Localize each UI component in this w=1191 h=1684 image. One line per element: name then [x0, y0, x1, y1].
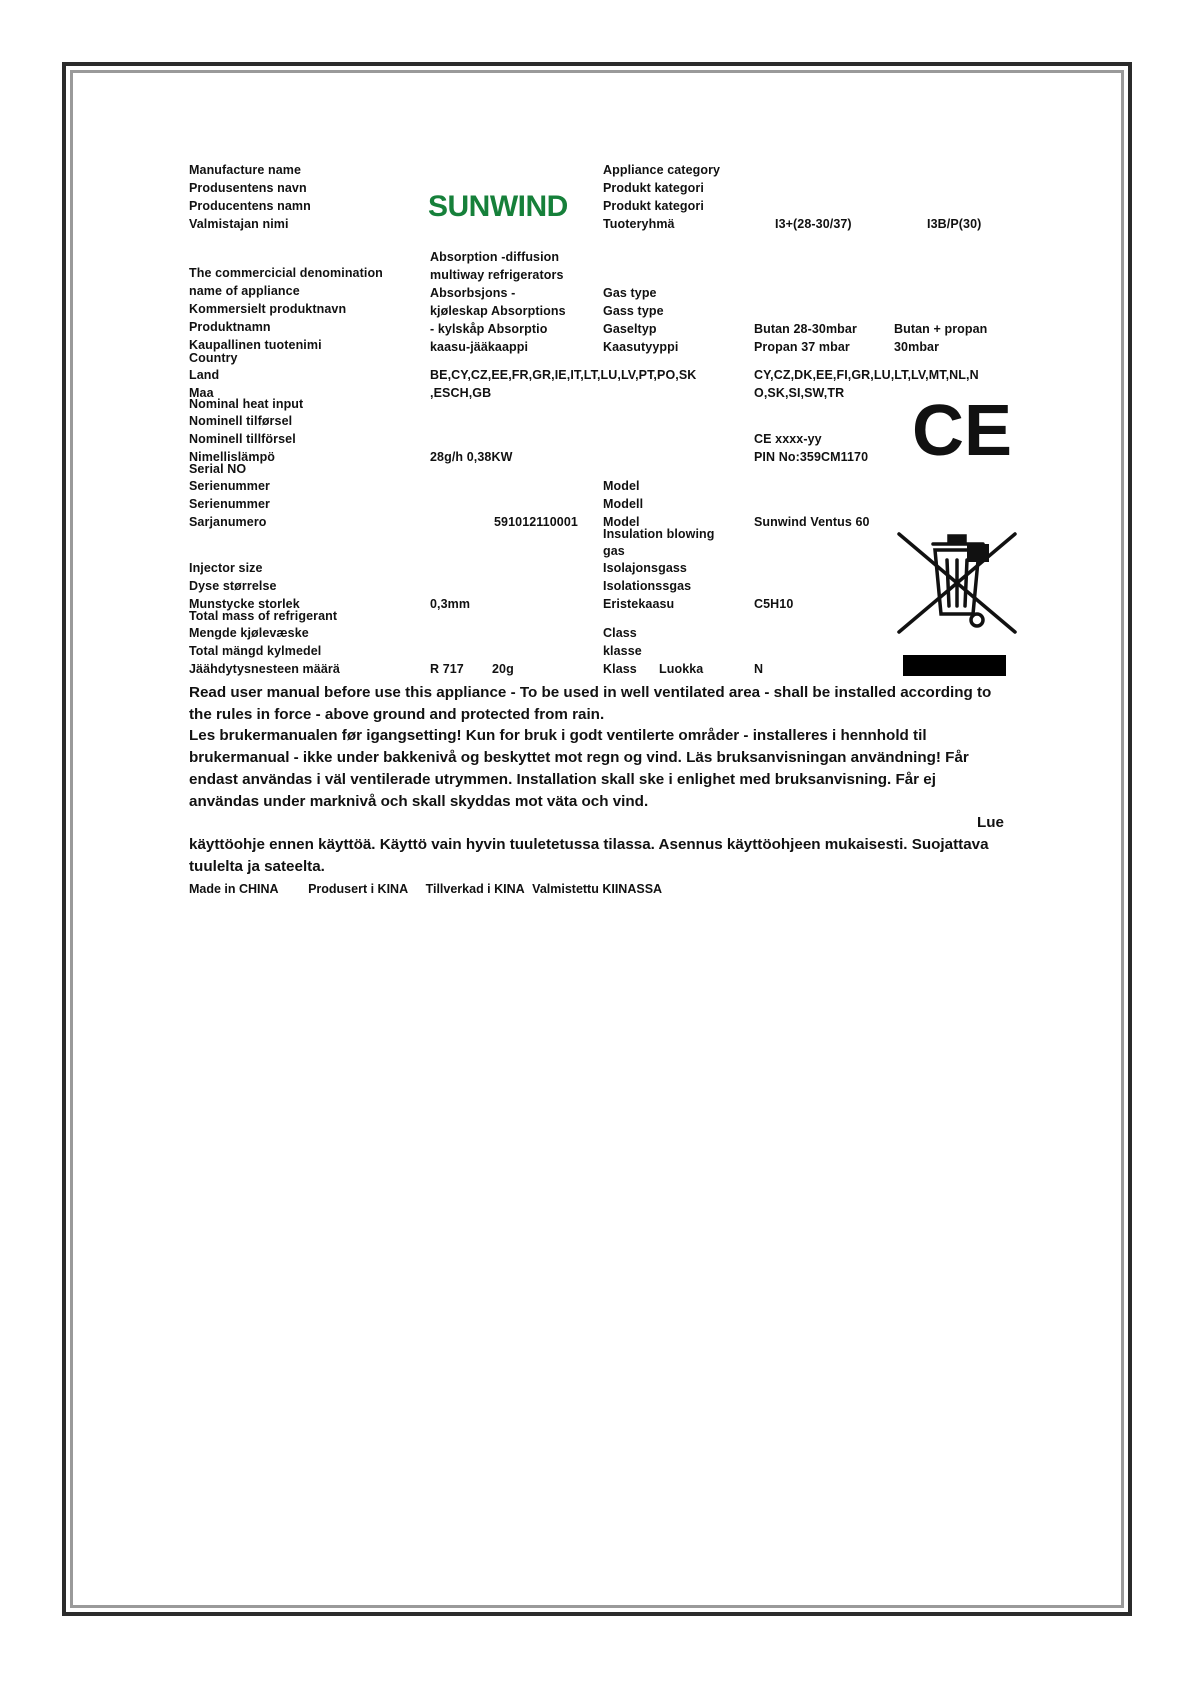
valmistettu-kiinassa: Valmistettu KIINASSA — [532, 882, 663, 896]
label-valmistajan-nimi: Valmistajan nimi — [189, 217, 289, 231]
value-insulation-gas: C5H10 — [754, 597, 794, 611]
value-countries-1a: BE,CY,CZ,EE,FR,GR,IE,IT,LT,LU,LV,PT,PO,SK — [430, 368, 697, 382]
value-serial-number: 591012110001 — [494, 515, 578, 529]
label-dyse-storrelse: Dyse størrelse — [189, 579, 277, 593]
ce-mark-icon — [912, 395, 1024, 465]
label-class: Class — [603, 626, 637, 640]
label-tuoteryhma: Tuoteryhmä — [603, 217, 675, 231]
label-gass-type: Gass type — [603, 304, 664, 318]
made-in-china: Made in CHINA — [189, 882, 279, 896]
redaction-bar — [903, 655, 1006, 676]
label-produktnamn: Produktnamn — [189, 320, 271, 334]
label-insulation-blowing: Insulation blowing — [603, 527, 715, 541]
value-model: Sunwind Ventus 60 — [754, 515, 870, 529]
label-kaasutyyppi: Kaasutyyppi — [603, 340, 679, 354]
label-luokka: Luokka — [659, 662, 704, 676]
value-gas-butan-propan: Butan + propan — [894, 322, 988, 336]
label-kommersielt-produktnavn: Kommersielt produktnavn — [189, 302, 347, 316]
label-land: Land — [189, 368, 220, 382]
value-denomination-4: kjøleskap Absorptions — [430, 304, 566, 318]
value-countries-2a: CY,CZ,DK,EE,FI,GR,LU,LT,LV,MT,NL,N — [754, 368, 979, 382]
label-munstycke-storlek: Munstycke storlek — [189, 597, 300, 611]
value-denomination-3: Absorbsjons - — [430, 286, 516, 300]
value-denomination-5: - kylskåp Absorptio — [430, 322, 548, 336]
value-category-1: I3+(28-30/37) — [775, 217, 852, 231]
value-gas-butan: Butan 28-30mbar — [754, 322, 857, 336]
label-producentens-namn: Producentens namn — [189, 199, 311, 213]
label-isolationssgas: Isolationssgas — [603, 579, 692, 593]
label-mengde-kjolevaeske: Mengde kjølevæske — [189, 626, 309, 640]
label-name-of-appliance: name of appliance — [189, 284, 300, 298]
label-serial-no: Serial NO — [189, 462, 247, 476]
value-countries-2b: O,SK,SI,SW,TR — [754, 386, 845, 400]
value-countries-1b: ,ESCH,GB — [430, 386, 492, 400]
label-country: Country — [189, 351, 238, 365]
value-denomination-1: Absorption -diffusion — [430, 250, 560, 264]
value-refrigerant-type: R 717 — [430, 662, 464, 676]
label-nominal-heat-input: Nominal heat input — [189, 397, 304, 411]
value-denomination-2: multiway refrigerators — [430, 268, 564, 282]
label-serienummer-2: Serienummer — [189, 497, 270, 511]
label-produkt-kategori-1: Produkt kategori — [603, 181, 704, 195]
tillverkad-i-kina: Tillverkad i KINA — [425, 882, 525, 896]
instructions-english: Read user manual before use this appliance - To be used in well ventilated area - shall be installed according to the rules in force - above ground and protected from rain. — [189, 684, 992, 723]
value-ce-number: CE xxxx-yy — [754, 432, 822, 446]
label-sarjanumero: Sarjanumero — [189, 515, 267, 529]
value-category-2: I3B/P(30) — [927, 217, 982, 231]
label-commercial-denomination: The commercicial denomination — [189, 266, 383, 280]
svg-text:CE: CE — [912, 395, 1013, 465]
value-injector-size: 0,3mm — [430, 597, 471, 611]
value-denomination-6: kaasu-jääkaappi — [430, 340, 529, 354]
label-produkt-kategori-2: Produkt kategori — [603, 199, 704, 213]
safety-instructions — [189, 682, 1004, 877]
instructions-finnish: käyttöohje ennen käyttöä. Käyttö vain hyvin tuuletetussa tilassa. Asennus käyttöohjeen mukaisesti. Suojattava tuulelta ja sateelta. — [189, 835, 989, 875]
value-pin-number: PIN No:359CM1170 — [754, 450, 869, 464]
value-class: N — [754, 662, 764, 676]
label-total-mass-refrigerant: Total mass of refrigerant — [189, 609, 338, 623]
label-klass: Klass — [603, 662, 637, 676]
label-maa: Maa — [189, 386, 214, 400]
value-gas-propan: Propan 37 mbar — [754, 340, 850, 354]
label-model-1: Model — [603, 479, 640, 493]
sunwind-logo: SUNWIND — [428, 190, 568, 223]
label-nimellislampo: Nimellislämpö — [189, 450, 276, 464]
label-kaupallinen-tuotenimi: Kaupallinen tuotenimi — [189, 338, 322, 352]
value-refrigerant-mass: 20g — [492, 662, 514, 676]
instructions-finnish-start: Lue — [976, 814, 1004, 832]
label-nominell-tillforsel: Nominell tillförsel — [189, 432, 296, 446]
label-model-2: Model — [603, 515, 640, 529]
label-modell: Modell — [603, 497, 644, 511]
value-gas-30mbar: 30mbar — [894, 340, 940, 354]
label-eristekaasu: Eristekaasu — [603, 597, 675, 611]
label-serienummer-1: Serienummer — [189, 479, 270, 493]
label-isolajonsgass: Isolajonsgass — [603, 561, 687, 575]
produsert-i-kina: Produsert i KINA — [308, 882, 409, 896]
label-gaseltyp: Gaseltyp — [603, 322, 657, 336]
instructions-norwegian-swedish: Les brukermanualen før igangsetting! Kun for bruk i godt ventilerte områder - installeres i hennhold til brukermanual - ikke under bakkenivå og beskyttet mot regn og vind. Läs bruksanvisningan användning! Får endast användas i väl ventilerade utrymmen. Installation skall ske i enlighet med bruksanvisning. Får ej användas under marknivå och skall skyddas mot väta och vind. — [189, 727, 969, 810]
label-klasse: klasse — [603, 644, 642, 658]
label-jaahdytysnesteen-maara: Jäähdytysnesteen määrä — [189, 662, 340, 676]
value-heat-input: 28g/h 0,38KW — [430, 450, 513, 464]
weee-crossed-bin-icon — [895, 530, 1021, 636]
label-nominell-tilforsel: Nominell tilførsel — [189, 414, 293, 428]
origin-footer — [189, 882, 688, 896]
label-injector-size: Injector size — [189, 561, 263, 575]
label-produsentens-navn: Produsentens navn — [189, 181, 307, 195]
label-manufacture-name: Manufacture name — [189, 163, 302, 177]
label-total-mangd-kylmedel: Total mängd kylmedel — [189, 644, 322, 658]
label-gas-type: Gas type — [603, 286, 657, 300]
label-appliance-category: Appliance category — [603, 163, 721, 177]
label-insulation-gas: gas — [603, 544, 625, 558]
